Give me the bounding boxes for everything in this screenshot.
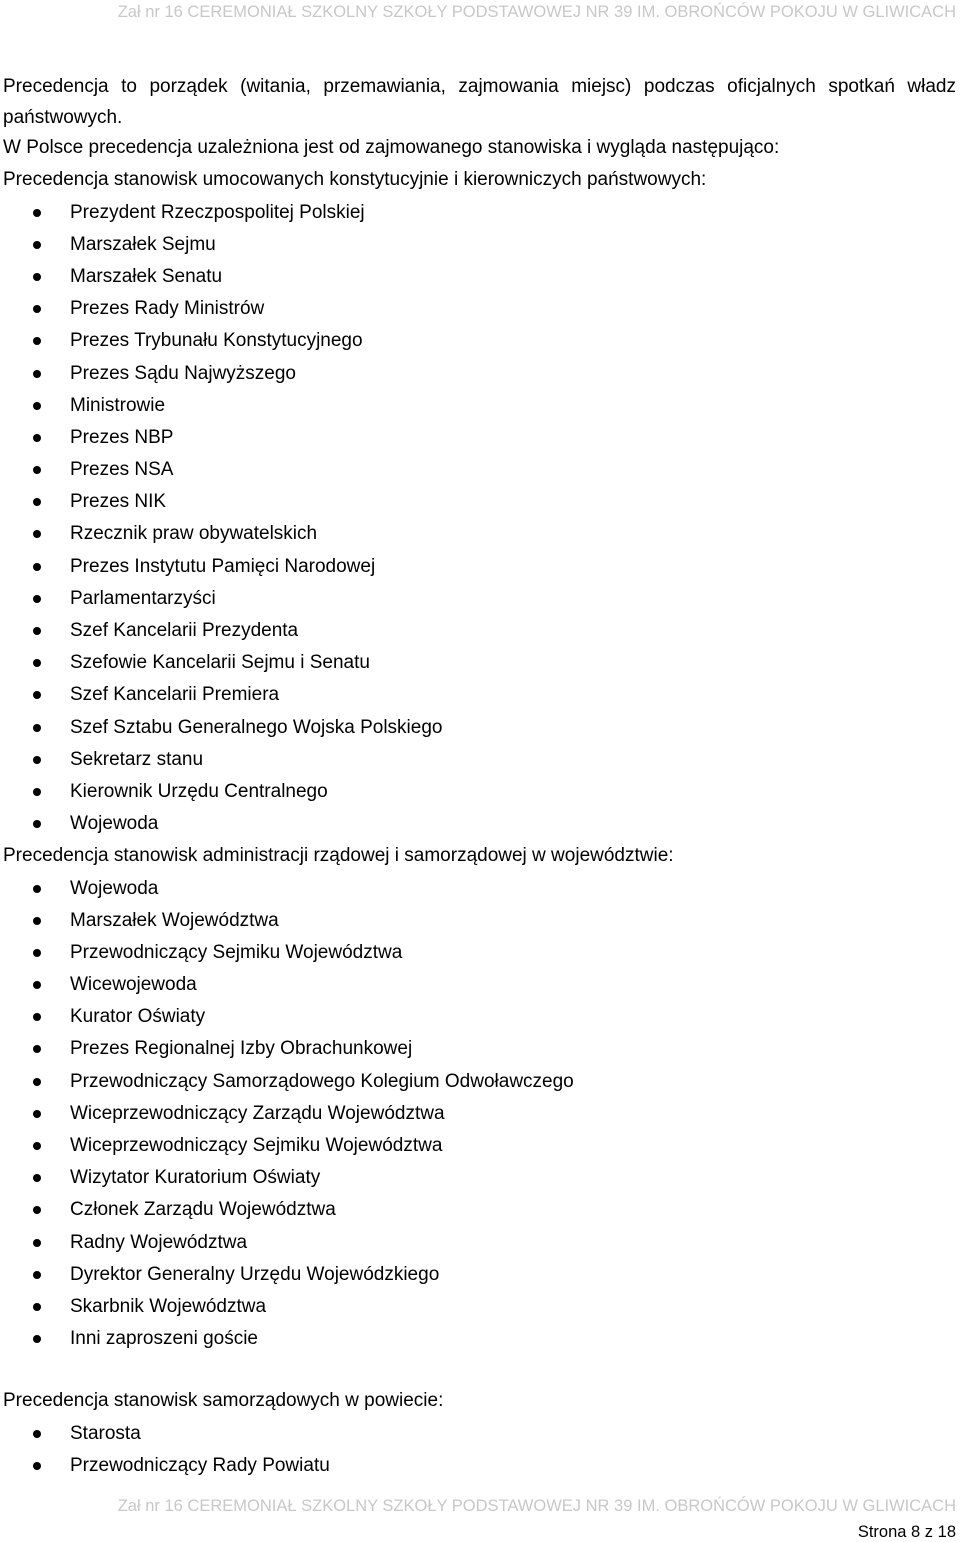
list-item-label: Inni zaproszeni goście bbox=[70, 1328, 258, 1350]
bullet-icon bbox=[33, 627, 41, 635]
list-item bbox=[3, 197, 956, 229]
list-item bbox=[3, 261, 956, 293]
bullet-icon bbox=[33, 885, 41, 893]
list-item-label: Rzecznik praw obywatelskich bbox=[70, 523, 318, 545]
list-item bbox=[3, 744, 956, 776]
page-footer: Zał nr 16 CEREMONIAŁ SZKOLNY SZKOŁY PODSTAWOWEJ NR 39 IM. OBROŃCÓW POKOJU W GLIWICACH bbox=[117, 1497, 956, 1515]
list-item bbox=[3, 1162, 956, 1194]
bullet-icon bbox=[33, 402, 41, 410]
list-item bbox=[3, 551, 956, 583]
bullet-icon bbox=[33, 595, 41, 603]
bullet-icon bbox=[33, 434, 41, 442]
bullet-icon bbox=[33, 724, 41, 732]
list-item bbox=[3, 486, 956, 518]
bullet-icon bbox=[33, 1110, 41, 1118]
list-item-label: Wiceprzewodniczący Sejmiku Województwa bbox=[70, 1135, 443, 1156]
list-item bbox=[3, 1130, 956, 1162]
section-gap bbox=[3, 1355, 956, 1385]
list-item bbox=[3, 422, 956, 454]
section-voivodeship bbox=[3, 840, 956, 1355]
bullet-icon bbox=[33, 756, 41, 764]
bullet-icon bbox=[33, 1430, 41, 1438]
bullet-icon bbox=[33, 949, 41, 957]
bullet-icon bbox=[33, 530, 41, 538]
intro-paragraph-line-2: państwowych. bbox=[3, 107, 123, 129]
list-item-label: Wojewoda bbox=[70, 877, 159, 899]
bullet-icon bbox=[33, 981, 41, 989]
list-item-label: Wojewoda bbox=[70, 813, 159, 835]
list-item bbox=[3, 583, 956, 615]
bullet-icon bbox=[33, 1174, 41, 1182]
list-item bbox=[3, 1066, 956, 1098]
bullet-icon bbox=[33, 209, 41, 217]
list-item-label: Prezes Sądu Najwyższego bbox=[70, 362, 296, 384]
list-item-label: Parlamentarzyści bbox=[70, 587, 216, 609]
bullet-list bbox=[3, 197, 956, 841]
bullet-icon bbox=[33, 305, 41, 313]
bullet-icon bbox=[33, 466, 41, 474]
list-item-label: Skarbnik Województwa bbox=[70, 1295, 267, 1317]
list-item bbox=[3, 647, 956, 679]
bullet-icon bbox=[33, 370, 41, 378]
bullet-icon bbox=[33, 273, 41, 281]
intro-paragraph-2: W Polsce precedencja uzależniona jest od zajmowanego stanowiska i wygląda następująco: bbox=[3, 137, 780, 159]
list-item-label: Prezes Instytutu Pamięci Narodowej bbox=[70, 555, 376, 577]
list-item-label: Prezes Trybunału Konstytucyjnego bbox=[70, 330, 363, 352]
list-item bbox=[3, 712, 956, 744]
bullet-icon bbox=[33, 788, 41, 796]
list-item bbox=[3, 615, 956, 647]
bullet-icon bbox=[33, 337, 41, 345]
list-item bbox=[3, 905, 956, 937]
bullet-icon bbox=[33, 1335, 41, 1343]
list-item-label: Wizytator Kuratorium Oświaty bbox=[70, 1167, 321, 1189]
bullet-list bbox=[3, 1418, 956, 1482]
bullet-icon bbox=[33, 1013, 41, 1021]
list-item bbox=[3, 229, 956, 261]
bullet-icon bbox=[33, 1206, 41, 1214]
list-item-label: Szef Sztabu Generalnego Wojska Polskiego bbox=[70, 716, 443, 738]
list-item-label: Członek Zarządu Województwa bbox=[70, 1199, 336, 1221]
bullet-icon bbox=[33, 1078, 41, 1086]
bullet-icon bbox=[33, 1462, 41, 1470]
list-item-label: Przewodniczący Samorządowego Kolegium Odwoławczego bbox=[70, 1070, 574, 1092]
list-item-label: Przewodniczący Sejmiku Województwa bbox=[70, 941, 403, 963]
list-item-label: Kierownik Urzędu Centralnego bbox=[70, 780, 328, 802]
bullet-icon bbox=[33, 820, 41, 828]
bullet-icon bbox=[33, 498, 41, 506]
list-item-label: Sekretarz stanu bbox=[70, 748, 204, 770]
list-item bbox=[3, 358, 956, 390]
section-county bbox=[3, 1385, 956, 1482]
list-item bbox=[3, 1418, 956, 1450]
list-item-label: Marszałek Województwa bbox=[70, 909, 279, 931]
list-item bbox=[3, 1227, 956, 1259]
list-item bbox=[3, 937, 956, 969]
list-item-label: Szefowie Kancelarii Sejmu i Senatu bbox=[70, 652, 370, 674]
list-item-label: Prezes NSA bbox=[70, 459, 174, 481]
document-body bbox=[3, 71, 956, 1482]
bullet-icon bbox=[33, 563, 41, 571]
intro-paragraph-line-1: Precedencja to porządek (witania, przemawiania, zajmowania miejsc) podczas oficjalnych spotkań władz bbox=[3, 76, 956, 97]
list-item-label: Dyrektor Generalny Urzędu Wojewódzkiego bbox=[70, 1263, 440, 1285]
list-item-label: Wicewojewoda bbox=[70, 974, 197, 996]
bullet-icon bbox=[33, 241, 41, 249]
section-heading: Precedencja stanowisk administracji rządowej i samorządowej w województwie: bbox=[3, 845, 674, 867]
list-item-label: Marszałek Senatu bbox=[70, 265, 223, 287]
list-item-label: Marszałek Sejmu bbox=[70, 233, 216, 255]
list-item bbox=[3, 1001, 956, 1033]
bullet-icon bbox=[33, 659, 41, 667]
list-item bbox=[3, 1291, 956, 1323]
bullet-icon bbox=[33, 691, 41, 699]
section-heading: Precedencja stanowisk samorządowych w powiecie: bbox=[3, 1390, 444, 1412]
list-item bbox=[3, 1098, 956, 1130]
list-item bbox=[3, 518, 956, 550]
list-item-label: Szef Kancelarii Prezydenta bbox=[70, 620, 299, 641]
list-item bbox=[3, 1033, 956, 1065]
bullet-icon bbox=[33, 1142, 41, 1150]
list-item bbox=[3, 1194, 956, 1226]
bullet-icon bbox=[33, 917, 41, 925]
list-item bbox=[3, 776, 956, 808]
list-item bbox=[3, 390, 956, 422]
list-item bbox=[3, 1323, 956, 1355]
list-item bbox=[3, 679, 956, 711]
list-item-label: Radny Województwa bbox=[70, 1231, 248, 1253]
list-item bbox=[3, 1450, 956, 1482]
page-header: Zał nr 16 CEREMONIAŁ SZKOLNY SZKOŁY PODSTAWOWEJ NR 39 IM. OBROŃCÓW POKOJU W GLIWICACH bbox=[117, 3, 956, 21]
list-item-label: Ministrowie bbox=[70, 394, 166, 416]
bullet-list bbox=[3, 873, 956, 1356]
section-heading: Precedencja stanowisk umocowanych konstytucyjnie i kierowniczych państwowych: bbox=[3, 169, 707, 191]
list-item bbox=[3, 969, 956, 1001]
list-item bbox=[3, 454, 956, 486]
list-item-label: Prezes Regionalnej Izby Obrachunkowej bbox=[70, 1038, 413, 1060]
bullet-icon bbox=[33, 1303, 41, 1311]
bullet-icon bbox=[33, 1045, 41, 1053]
list-item-label: Prezes Rady Ministrów bbox=[70, 298, 265, 320]
list-item bbox=[3, 293, 956, 325]
list-item bbox=[3, 1259, 956, 1291]
list-item-label: Szef Kancelarii Premiera bbox=[70, 684, 280, 706]
section-constitutional bbox=[3, 164, 956, 840]
list-item bbox=[3, 325, 956, 357]
list-item-label: Wiceprzewodniczący Zarządu Województwa bbox=[70, 1102, 445, 1124]
bullet-icon bbox=[33, 1239, 41, 1247]
list-item-label: Prezydent Rzeczpospolitej Polskiej bbox=[70, 201, 365, 223]
list-item-label: Prezes NBP bbox=[70, 426, 174, 448]
list-item-label: Kurator Oświaty bbox=[70, 1006, 206, 1028]
bullet-icon bbox=[33, 1271, 41, 1279]
page-number: Strona 8 z 18 bbox=[857, 1523, 956, 1541]
list-item-label: Przewodniczący Rady Powiatu bbox=[70, 1454, 330, 1476]
list-item-label: Prezes NIK bbox=[70, 491, 167, 513]
list-item bbox=[3, 808, 956, 840]
list-item-label: Starosta bbox=[70, 1422, 141, 1444]
list-item bbox=[3, 873, 956, 905]
